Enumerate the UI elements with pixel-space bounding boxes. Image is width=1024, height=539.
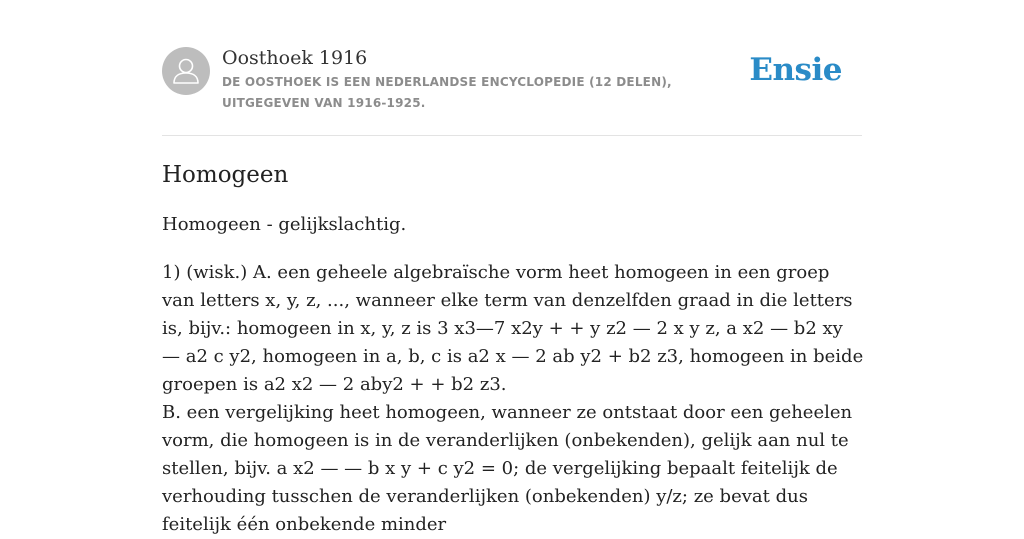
- source-avatar[interactable]: [162, 47, 210, 95]
- user-silhouette-icon: [162, 47, 210, 95]
- article-paragraph-b: B. een vergelijking heet homogeen, wanneer ze ontstaat door een geheelen vorm, die homogeen is in de veranderlijken (onbekenden), gelijk aan nul te stellen, bijv. a x2 — — b x y + c y2 = 0; de vergelijking bepaalt feitelijk de verhouding tusschen de veranderlijken (onbekenden) y/z; ze bevat dus feitelijk één onbekende minder: [162, 402, 853, 535]
- source-description: DE OOSTHOEK IS EEN NEDERLANDSE ENCYCLOPEDIE (12 DELEN), UITGEGEVEN VAN 1916-1925.: [222, 75, 672, 110]
- article-body: [162, 259, 866, 539]
- source-header: [162, 46, 862, 136]
- ensie-logo[interactable]: Ensie: [749, 52, 842, 88]
- article: [162, 155, 866, 539]
- source-name[interactable]: Oosthoek 1916: [222, 47, 368, 69]
- article-paragraph-a: 1) (wisk.) A. een geheele algebraïsche vorm heet homogeen in een groep van letters x, y, z, ..., wanneer elke term van denzelfden graad in die letters is, bijv.: homogeen in x, y, z is 3 x3—7 x2y + + y z2 — 2 x y z, a x2 — b2 xy — a2 c y2, homogeen in a, b, c is a2 x — 2 ab y2 + b2 z3, homogeen in beide groepen is a2 x2 — 2 aby2 + + b2 z3.: [162, 262, 864, 395]
- header-divider: [162, 135, 862, 136]
- article-title: Homogeen: [162, 162, 289, 188]
- article-summary: Homogeen - gelijkslachtig.: [162, 214, 407, 235]
